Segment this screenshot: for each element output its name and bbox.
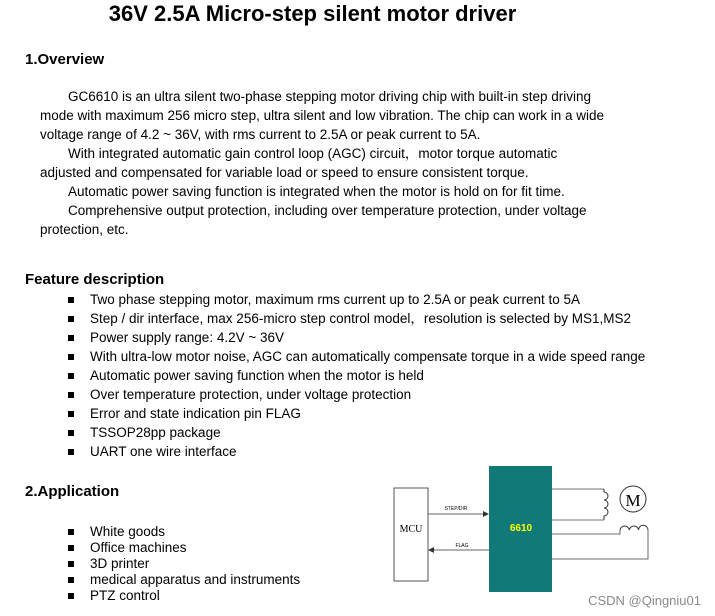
- feature-item: [0, 442, 645, 461]
- square-bullet-icon: [68, 545, 74, 551]
- feature-item-text: Power supply range: 4.2V ~ 36V: [90, 330, 284, 345]
- square-bullet-icon: [68, 392, 74, 398]
- step-dir-arrowhead: [483, 511, 489, 517]
- overview-line: protection, etc.: [40, 222, 129, 237]
- feature-item: [0, 347, 645, 366]
- application-item-text: PTZ control: [90, 588, 160, 603]
- feature-item: [0, 385, 645, 404]
- application-item: [0, 524, 300, 540]
- application-item: [0, 540, 300, 556]
- page-title: 36V 2.5A Micro-step silent motor driver: [108, 1, 517, 26]
- application-item-text: medical apparatus and instruments: [90, 572, 301, 587]
- square-bullet-icon: [68, 373, 74, 379]
- feature-item: [0, 290, 645, 309]
- overview-heading: 1.Overview: [25, 51, 105, 68]
- features-list: [0, 290, 645, 461]
- overview-line: adjusted and compensated for variable load or speed to ensure consistent torque.: [40, 165, 529, 180]
- feature-item-text: Over temperature protection, under voltage protection: [90, 387, 412, 402]
- features-heading: Feature description: [25, 271, 165, 288]
- square-bullet-icon: [68, 411, 74, 417]
- overview-line: mode with maximum 256 micro step, ultra silent and low vibration. The chip can work in a wide: [40, 108, 605, 123]
- application-item: [0, 588, 300, 604]
- coil-b-icon: [620, 525, 648, 530]
- square-bullet-icon: [68, 577, 74, 583]
- overview-paragraph: [40, 87, 640, 239]
- application-item-text: White goods: [90, 524, 166, 539]
- application-heading: 2.Application: [25, 483, 120, 500]
- motor-label: M: [625, 491, 641, 510]
- step-dir-label: STEP/DIR: [444, 506, 468, 512]
- feature-item-text: Step / dir interface, max 256-micro step control model，resolution is selected by MS1,MS2: [90, 311, 631, 326]
- feature-item-text: With ultra-low motor noise, AGC can automatically compensate torque in a wide speed range: [90, 349, 646, 364]
- feature-item-text: Error and state indication pin FLAG: [90, 406, 301, 421]
- watermark: CSDN @Qingniu01: [588, 593, 701, 608]
- square-bullet-icon: [68, 354, 74, 360]
- square-bullet-icon: [68, 449, 74, 455]
- overview-line: With integrated automatic gain control loop (AGC) circuit，motor torque automatic: [68, 146, 558, 161]
- application-item-text: 3D printer: [90, 556, 150, 571]
- overview-line: voltage range of 4.2 ~ 36V, with rms current to 2.5A or peak current to 5A.: [40, 127, 481, 142]
- flag-label: FLAG: [455, 543, 469, 549]
- feature-item: [0, 366, 645, 385]
- feature-item: [0, 309, 645, 328]
- square-bullet-icon: [68, 316, 74, 322]
- overview-line: Automatic power saving function is integrated when the motor is hold on for fit time.: [68, 184, 565, 199]
- application-list: [0, 524, 300, 604]
- square-bullet-icon: [68, 335, 74, 341]
- flag-arrowhead: [428, 547, 434, 553]
- square-bullet-icon: [68, 561, 74, 567]
- coil-b-wire-left: [552, 530, 620, 534]
- application-item: [0, 556, 300, 572]
- feature-item: [0, 423, 645, 442]
- block-diagram: [390, 462, 665, 597]
- application-item: [0, 572, 300, 588]
- feature-item-text: UART one wire interface: [90, 444, 237, 459]
- square-bullet-icon: [68, 529, 74, 535]
- feature-item-text: Two phase stepping motor, maximum rms current up to 2.5A or peak current to 5A: [90, 292, 580, 307]
- overview-line: Comprehensive output protection, including over temperature protection, under voltage: [68, 203, 587, 218]
- feature-item-text: Automatic power saving function when the motor is held: [90, 368, 424, 383]
- overview-line: GC6610 is an ultra silent two-phase stepping motor driving chip with built-in step driving: [68, 89, 592, 104]
- mcu-label: MCU: [399, 524, 423, 535]
- feature-item: [0, 328, 645, 347]
- chip-label: 6610: [509, 523, 533, 534]
- square-bullet-icon: [68, 430, 74, 436]
- application-item-text: Office machines: [90, 540, 187, 555]
- feature-item: [0, 404, 645, 423]
- coil-a-icon: [604, 489, 608, 520]
- square-bullet-icon: [68, 593, 74, 599]
- square-bullet-icon: [68, 297, 74, 303]
- feature-item-text: TSSOP28pp package: [90, 425, 221, 440]
